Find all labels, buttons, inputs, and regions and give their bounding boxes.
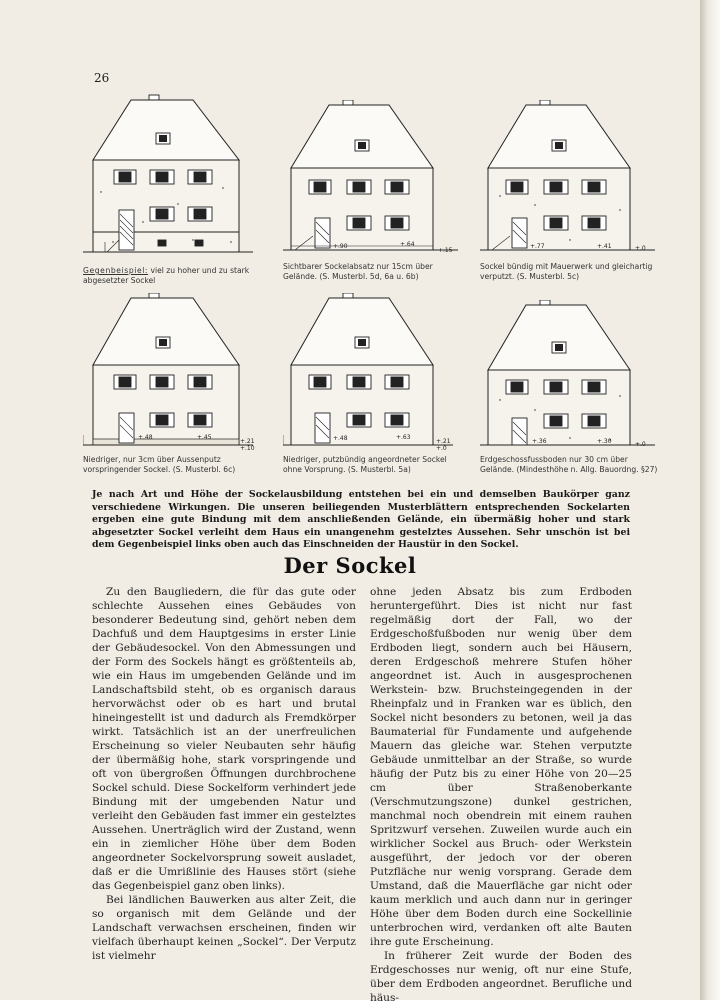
figure-caption: Sockel bündig mit Mauerwerk und gleichartig verputzt. (S. Musterbl. 5c) (480, 262, 653, 281)
elevation-mark: +.90 (333, 243, 348, 250)
elevation-mark: +.41 (597, 243, 612, 250)
body-paragraph: In früherer Zeit wurde der Boden des Erdgeschosses nur wenig, oft nur eine Stufe, über dem Erdboden angeordnet. Berufliche und häus- (370, 950, 632, 1004)
page-edge (700, 0, 720, 1000)
figure-house-2 (283, 100, 463, 282)
figure-house-4 (83, 293, 263, 475)
elevation-mark: +.48 (333, 435, 348, 442)
elevation-mark: +.0 (635, 245, 646, 252)
figure-house-5 (283, 293, 463, 475)
house-elevation-drawing (83, 293, 263, 453)
elevation-mark: +.10 (240, 445, 255, 452)
elevation-mark: +.64 (400, 241, 415, 248)
elevation-mark: +.15 (438, 247, 453, 254)
elevation-mark: +.21 (240, 438, 255, 445)
house-elevation-drawing (480, 100, 660, 260)
house-elevation-drawing (480, 300, 660, 453)
elevation-mark: +.63 (396, 434, 411, 441)
section-heading: Der Sockel (283, 553, 417, 578)
body-paragraph: ohne jeden Absatz bis zum Erdboden heruntergeführt. Dies ist nicht nur fast regelmäßig dort der Fall, wo der Erdgeschoßfußboden nur wenig über dem Erdboden liegt, sondern auch bei Häusern, deren Erdgeschoß mehrere Stufen höher angeordnet ist. Auch in ausgesprochenen Werkstein- bzw. Bruchsteingegenden in der Rheinpfalz und in Franken war es üblich, den Sockel nicht besonders zu betonen, weil ja das Baumaterial für Fundamente und aufgehende Mauern das gleiche war. Stehen verputzte Gebäude unmittelbar an der Straße, so wurde häufig der Putz bis zu einer Höhe von 20—25 cm über Straßenoberkante (Verschmutzungszone) dunkel gestrichen, manchmal noch obendrein mit einem rauhen Spritzwurf versehen. Zuweilen wurde auch ein wirklicher Sockel aus Bruch- oder Werkstein ausgeführt, der jedoch vor der oberen Putzfläche nur wenig vorsprang. Gerade dem Umstand, daß die Mauerfläche gar nicht oder kaum merklich und auch dann nur in geringer Höhe über dem Boden durch eine Sockellinie unterbrochen wird, verdanken oft alte Bauten ihre gute Erscheinung. (370, 586, 632, 948)
elevation-mark: +.21 (436, 438, 451, 445)
page-number: 26 (94, 71, 110, 85)
figure-house-6 (480, 300, 660, 475)
house-elevation-drawing (283, 100, 463, 260)
figure-caption: Niedriger, nur 3cm über Aussenputz vorspringender Sockel. (S. Musterbl. 6c) (83, 455, 236, 474)
text-column-right (370, 585, 632, 1005)
elevation-mark: +.30 (597, 438, 612, 445)
figure-caption (83, 266, 263, 286)
elevation-mark: +.45 (197, 434, 212, 441)
house-elevation-drawing (83, 92, 263, 264)
figure-house-1 (83, 92, 263, 286)
caption-text: viel zu hoher und zu stark abgesetzter Sockel (83, 266, 250, 285)
figure-caption: Niedriger, putzbündig angeordneter Sockel ohne Vorsprung. (S. Musterbl. 5a) (283, 455, 447, 474)
elevation-mark: +.0 (635, 441, 646, 448)
elevation-mark: +.77 (530, 243, 545, 250)
house-elevation-drawing (283, 293, 463, 453)
body-paragraph: Zu den Baugliedern, die für das gute oder schlechte Aussehen eines Gebäudes von besonderer Bedeutung sind, gehört neben dem Dachfuß und dem Hauptgesims in erster Linie der Gebäudesockel. Von den Abmessungen und der Form des Sockels hängt es größtenteils ab, wie ein Haus im umgebenden Gelände und im Landschaftsbild steht, ob es organisch daraus hervorwächst oder ob es hart und brutal hineingestellt ist und dadurch als Fremdkörper wirkt. Tatsächlich ist an der unerfreulichen Erscheinung so vieler Neubauten sehr häufig der übermäßig hohe, stark vorspringende und oft von übergroßen Öffnungen durchbrochene Sockel schuld. Diese Sockelform verhindert jede Bindung mit der umgebenden Natur und verleiht den Gebäuden fast immer ein gestelztes Aussehen. Unerträglich wird der Zustand, wenn ein in ziemlicher Höhe über dem Boden angeordneter Sockelvorsprung soweit ausladet, daß er die Umrißlinie des Hauses stört (siehe das Gegenbeispiel ganz oben links). (92, 586, 356, 892)
caption-lead: Gegenbeispiel: (83, 266, 149, 275)
figure-caption: Erdgeschossfussboden nur 30 cm über Gelände. (Mindesthöhe n. Allg. Bauordng. §27) (480, 455, 658, 474)
elevation-mark: +.0 (436, 445, 447, 452)
figure-house-3 (480, 100, 660, 282)
figure-caption: Sichtbarer Sockelabsatz nur 15cm über Gelände. (S. Musterbl. 5d, 6a u. 6b) (283, 262, 433, 281)
text-column-left (92, 585, 356, 963)
elevation-mark: +.48 (138, 434, 153, 441)
elevation-mark: +.36 (532, 438, 547, 445)
body-paragraph: Bei ländlichen Bauwerken aus alter Zeit, die so organisch mit dem Gelände und der Landschaft verwachsen erscheinen, finden wir vielfach überhaupt keinen „Sockel“. Der Verputz ist vielmehr (92, 894, 356, 962)
figure-description-paragraph: Je nach Art und Höhe der Sockelausbildung entstehen bei ein und demselben Baukörper ganz verschiedene Wirkungen. Die unseren beiliegenden Musterblättern entsprechenden Sockelarten ergeben eine gute Bindung mit dem anschließenden Gelände, ein übermäßig hoher und stark abgesetzter Sockel verleiht dem Haus ein unangenehm gestelztes Aussehen. Sehr unschön ist bei dem Gegenbeispiel links oben auch das Einschneiden der Haustür in den Sockel. (92, 489, 630, 551)
